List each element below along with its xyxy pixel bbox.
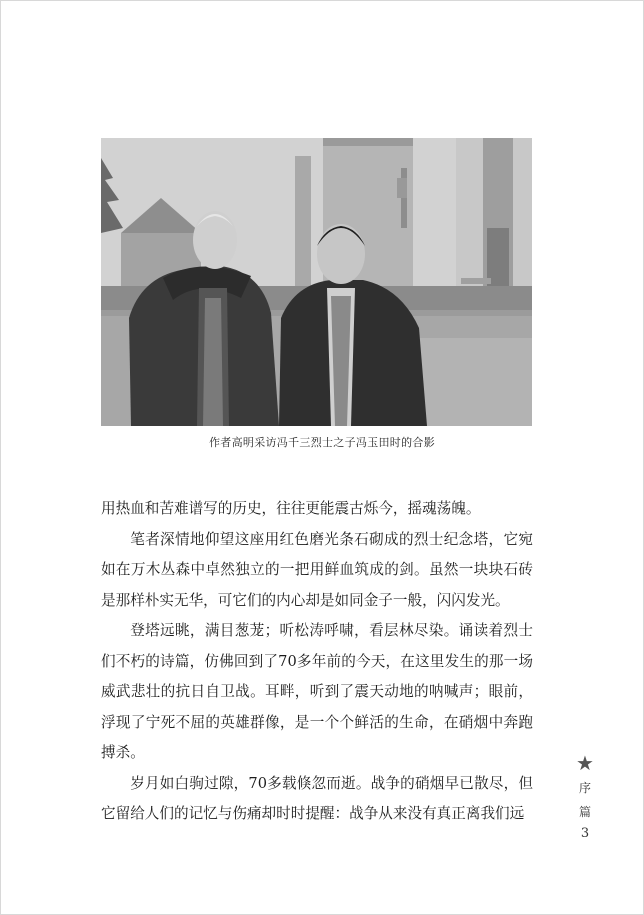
section-char: 序 <box>578 781 591 795</box>
paragraph: 登塔远眺，满目葱茏；听松涛呼啸，看层林尽染。诵读着烈士们不朽的诗篇，仿佛回到了70多年前的今天，在这里发生的那一场威武悲壮的抗日自卫战。耳畔，听到了震天动地的呐喊声；眼前，浮现了宁死不屈的英雄群像，是一个个鲜活的生命，在硝烟中奔跑搏杀。 <box>101 622 533 761</box>
paragraph: 用热血和苦难谱写的历史，往往更能震古烁今，摇魂荡魄。 <box>101 500 481 517</box>
section-marker <box>570 752 600 844</box>
section-char: 篇 <box>578 805 591 819</box>
page-number: 3 <box>580 826 590 841</box>
body-text <box>101 494 533 830</box>
paragraph: 笔者深情地仰望这座用红色磨光条石砌成的烈士纪念塔，它宛如在万木丛森中卓然独立的一把用鲜血筑成的剑。虽然一块块石砖是那样朴实无华，可它们的内心却是如同金子一般，闪闪发光。 <box>101 530 533 609</box>
interview-photo <box>101 138 532 426</box>
photo-caption: 作者高明采访冯千三烈士之子冯玉田时的合影 <box>209 437 435 449</box>
paragraph: 岁月如白驹过隙，70多载倏忽而逝。战争的硝烟早已散尽，但它留给人们的记忆与伤痛却时时提醒：战争从来没有真正离我们远 <box>101 774 533 822</box>
star-icon: ★ <box>576 751 594 775</box>
